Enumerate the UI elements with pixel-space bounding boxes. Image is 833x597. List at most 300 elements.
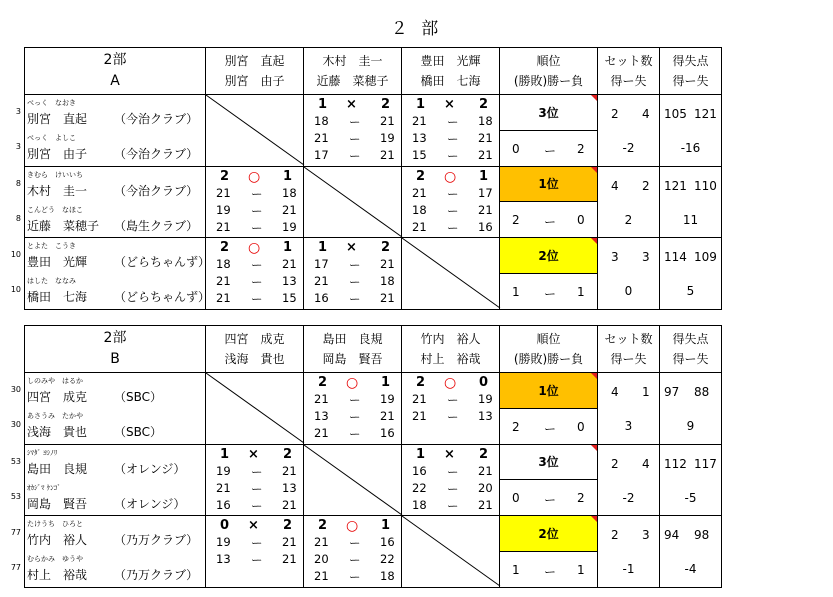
cell-text: 18 — [282, 185, 297, 200]
player-furigana: ｼﾏﾀﾞ ﾖｼﾉﾘ — [27, 448, 58, 457]
cell-text: 16 — [314, 291, 329, 306]
result-mark: × — [346, 97, 357, 113]
cell-text: ー — [544, 421, 557, 436]
cell-text: 13 — [282, 480, 297, 495]
header-sets — [598, 326, 660, 373]
group-name-cell — [25, 48, 206, 95]
cell-text: 19 — [380, 392, 395, 407]
cell-text: 4 — [642, 107, 650, 121]
set-score: 22 ー 20 — [412, 480, 493, 496]
cell-text: 2 — [318, 518, 328, 534]
result-mark: ○ — [248, 168, 261, 185]
player-furigana: たけうち ひろと — [27, 520, 83, 528]
cell-text: 17 — [314, 148, 329, 163]
cell-text: 110 — [694, 178, 717, 193]
cell-text: 18 — [216, 257, 231, 272]
cell-text: 21 — [282, 257, 297, 272]
cell-text: -1 — [622, 562, 635, 577]
cell-text: 1 — [318, 240, 328, 256]
self-cell — [304, 166, 402, 238]
cell-text: 2 — [381, 97, 391, 113]
player-club: （どらちゃんず） — [114, 255, 211, 269]
cell-text: 2 — [416, 375, 426, 391]
cell-text: 1 — [381, 518, 391, 534]
cell-text: 21 — [412, 219, 427, 234]
sets-cell — [598, 166, 660, 202]
cell-text: 0 — [624, 284, 633, 299]
cell-text: ー — [544, 143, 557, 158]
set-diff-cell — [598, 202, 660, 238]
point-diff-cell — [660, 551, 722, 587]
result-mark: ○ — [346, 375, 359, 392]
cell-text: 18 — [412, 497, 427, 512]
set-score: 18 ー 21 — [216, 257, 297, 273]
win-loss-cell — [500, 273, 598, 309]
cell-text: 1 — [416, 446, 426, 462]
match-cell — [304, 95, 402, 167]
rank-label: 3位 — [538, 105, 559, 120]
header-points — [660, 326, 722, 373]
seed-number: 3 — [15, 107, 21, 116]
cell-text: 0 — [577, 213, 585, 227]
point-diff-cell — [660, 273, 722, 309]
comment-flag-icon — [591, 95, 597, 101]
team-cell — [15, 95, 206, 131]
cell-text: 2 — [318, 375, 328, 391]
sets-cell — [598, 516, 660, 552]
set-score: 21 ー 13 — [216, 480, 297, 496]
cell-text: 21 — [282, 202, 297, 217]
team-cell — [10, 273, 211, 309]
cell-text: 1 — [283, 240, 293, 256]
cell-text: 2 — [512, 213, 520, 227]
cell-text: 18 — [380, 569, 395, 584]
player-furigana: こんどう なほこ — [27, 205, 83, 214]
cell-text: 18 — [314, 114, 329, 129]
header-player-1: 別宮 直起 — [224, 54, 285, 68]
points-cell — [660, 166, 722, 202]
cell-text: 1 — [512, 562, 520, 577]
header-player-1: 島田 良規 — [322, 332, 383, 346]
player-furigana: べっく なおき — [27, 99, 76, 107]
cell-text: 得ー失 — [610, 74, 647, 88]
cell-text: -2 — [622, 490, 635, 505]
cell-text: 21 — [282, 497, 297, 512]
cell-text: 1 — [220, 446, 230, 462]
match-cell — [402, 444, 500, 516]
team-cell — [10, 373, 206, 409]
set-score: 13 ー 21 — [216, 552, 297, 568]
set-diff-cell — [598, 408, 660, 444]
match-result — [206, 447, 303, 464]
cell-text: 21 — [380, 148, 395, 163]
cell-text: 18 — [412, 202, 427, 217]
cell-text: 得失点 — [672, 332, 709, 346]
cell-text: 順位 — [536, 54, 561, 68]
set-diff-cell — [598, 480, 660, 516]
match-result — [402, 447, 499, 464]
result-mark: ○ — [444, 168, 457, 185]
header-player-1: 四宮 成克 — [224, 332, 285, 346]
point-diff-cell — [660, 408, 722, 444]
cell-text: 4 — [642, 456, 650, 471]
set-diff-cell — [598, 273, 660, 309]
player-name: 四宮 成克 — [27, 390, 88, 404]
team-cell — [10, 480, 206, 516]
match-cell — [206, 444, 304, 516]
cell-text: -2 — [622, 141, 635, 156]
cell-text: 2 — [611, 107, 619, 121]
set-diff-cell — [598, 551, 660, 587]
points-cell — [660, 95, 722, 131]
player-name: 村上 裕哉 — [27, 568, 88, 583]
rank-label: 3位 — [538, 455, 559, 470]
match-result — [304, 518, 401, 535]
point-diff-cell — [660, 480, 722, 516]
cell-text: 18 — [478, 114, 493, 129]
page-title: ２ 部 — [390, 19, 443, 39]
seed-number: 30 — [10, 420, 21, 430]
seed-number: 53 — [10, 491, 21, 501]
player-club: （今治クラブ） — [114, 183, 199, 198]
points-cell — [660, 373, 722, 409]
cell-text: 得ー失 — [672, 74, 709, 88]
team-cell — [10, 238, 211, 274]
set-score: 21 ー 16 — [314, 426, 395, 442]
cell-text: 1 — [577, 562, 585, 577]
rank-label: 2位 — [538, 526, 559, 541]
cell-text: 3 — [624, 419, 633, 434]
sets-cell — [598, 95, 660, 131]
player-name: 豊田 光輝 — [27, 255, 88, 269]
cell-text: 1 — [512, 284, 520, 299]
player-club: （どらちゃんず） — [114, 290, 211, 305]
team-cell — [10, 408, 206, 444]
cell-text: 2 — [512, 419, 520, 434]
set-diff-cell — [598, 130, 660, 166]
self-cell — [206, 95, 304, 167]
comment-flag-icon — [591, 445, 597, 451]
match-cell — [304, 373, 402, 445]
header-player-1: 木村 圭一 — [322, 54, 383, 68]
group-letter: A — [110, 73, 120, 89]
rank-label: 1位 — [538, 177, 559, 192]
cell-text: 16 — [478, 219, 493, 234]
cell-text: 97 — [664, 385, 680, 399]
match-result — [304, 240, 401, 257]
set-score: 19 ー 21 — [216, 202, 297, 218]
set-score: 18 ー 21 — [314, 114, 395, 130]
points-cell — [660, 238, 722, 274]
cell-text: 21 — [478, 148, 493, 163]
player-name: 浅海 貴也 — [27, 425, 88, 440]
cell-text: 2 — [642, 178, 650, 193]
cell-text: 19 — [380, 131, 395, 146]
set-score: 21 ー 19 — [314, 392, 395, 408]
cell-text: 21 — [478, 497, 493, 512]
cell-text: 19 — [478, 392, 493, 407]
set-score: 18 ー 21 — [412, 497, 493, 513]
points-cell — [660, 516, 722, 552]
group-letter: B — [110, 351, 120, 367]
rank-cell — [500, 238, 598, 274]
cell-text: 21 — [380, 257, 395, 272]
diagonal-line — [402, 516, 500, 586]
team-cell — [15, 202, 206, 238]
player-club: （SBC） — [114, 390, 163, 404]
cell-text: 17 — [314, 257, 329, 272]
set-score: 17 ー 21 — [314, 148, 395, 164]
set-score: 21 ー 18 — [314, 274, 395, 290]
cell-text: 13 — [216, 552, 231, 567]
cell-text: 0 — [577, 419, 585, 434]
set-score: 19 ー 21 — [216, 535, 297, 551]
set-score: 17 ー 21 — [314, 257, 395, 273]
rank-cell — [500, 95, 598, 131]
set-score: 21 ー 18 — [216, 185, 297, 201]
sets-cell — [598, 238, 660, 274]
cell-text: -4 — [684, 562, 697, 577]
player-club: （今治クラブ） — [114, 112, 199, 126]
set-score: 21 ー 19 — [216, 219, 297, 235]
player-club: （SBC） — [114, 425, 163, 440]
self-cell — [402, 238, 500, 310]
cell-text: ー — [544, 493, 557, 507]
player-furigana: とよた こうき — [27, 242, 76, 250]
header-player-1: 豊田 光輝 — [420, 54, 481, 68]
cell-text: 21 — [216, 480, 231, 495]
player-furigana: しのみや はるか — [27, 377, 83, 385]
sets-cell — [598, 373, 660, 409]
cell-text: 21 — [314, 535, 329, 550]
win-loss-cell — [500, 408, 598, 444]
match-cell — [402, 95, 500, 167]
player-name: 島田 良規 — [27, 461, 88, 476]
point-diff-cell — [660, 202, 722, 238]
cell-text: (勝敗)勝ー負 — [513, 352, 584, 366]
match-cell — [402, 373, 500, 445]
cell-text: 21 — [478, 202, 493, 217]
comment-flag-icon — [591, 516, 597, 522]
result-mark: × — [444, 446, 455, 462]
cell-text: 0 — [220, 518, 230, 534]
cell-text: 21 — [380, 291, 395, 306]
set-score: 21 ー 18 — [314, 569, 395, 585]
cell-text: 114 — [664, 250, 687, 264]
match-cell — [402, 166, 500, 238]
cell-text: 21 — [478, 131, 493, 146]
group-name-cell — [25, 326, 206, 373]
cell-text: 21 — [282, 463, 297, 478]
player-name: 別宮 直起 — [27, 112, 88, 126]
set-score: 18 ー 21 — [412, 202, 493, 218]
cell-text: 2 — [220, 168, 230, 184]
header-player-2: 別宮 由子 — [224, 74, 285, 88]
set-score: 21 ー 16 — [412, 219, 493, 235]
seed-number: 8 — [15, 213, 21, 223]
cell-text: 19 — [282, 219, 297, 234]
header-team-3 — [402, 326, 500, 373]
match-result — [402, 169, 499, 186]
diagonal-line — [206, 373, 304, 443]
cell-text: 109 — [694, 250, 717, 264]
cell-text: 21 — [314, 569, 329, 584]
result-mark: × — [248, 518, 259, 534]
rank-cell — [500, 373, 598, 409]
cell-text: 121 — [664, 178, 687, 193]
header-team-2 — [304, 48, 402, 95]
header-team-2 — [304, 326, 402, 373]
cell-text: 21 — [412, 185, 427, 200]
cell-text: 2 — [577, 141, 585, 156]
points-cell — [660, 444, 722, 480]
cell-text: 0 — [512, 491, 520, 505]
set-score: 21 ー 13 — [412, 409, 493, 425]
point-diff-cell — [660, 130, 722, 166]
cell-text: 21 — [314, 274, 329, 289]
group-name: 2部 — [103, 330, 127, 346]
cell-text: 5 — [686, 284, 695, 299]
cell-text: 2 — [611, 456, 619, 471]
cell-text: 4 — [611, 385, 619, 399]
rank-cell — [500, 166, 598, 202]
seed-number: 3 — [15, 142, 21, 152]
header-points — [660, 48, 722, 95]
cell-text: 3 — [642, 528, 650, 542]
result-mark: ○ — [248, 240, 261, 257]
player-name: 橋田 七海 — [27, 290, 88, 305]
rank-cell — [500, 516, 598, 552]
cell-text: 22 — [380, 552, 395, 567]
cell-text: 1 — [381, 375, 391, 391]
cell-text: 88 — [694, 385, 710, 399]
set-score: 20 ー 22 — [314, 552, 395, 568]
diagonal-line — [304, 445, 402, 515]
match-cell — [206, 238, 304, 310]
player-furigana: あさうみ たかや — [27, 412, 83, 421]
cell-text: 22 — [412, 480, 427, 495]
player-club: （島生クラブ） — [114, 218, 199, 233]
cell-text: 11 — [682, 212, 699, 227]
set-score: 13 ー 21 — [412, 131, 493, 147]
cell-text: 13 — [478, 409, 493, 424]
player-furigana: きむら けいいち — [27, 170, 83, 179]
cell-text: 21 — [380, 114, 395, 129]
cell-text: 15 — [282, 291, 297, 306]
rank-label: 1位 — [538, 383, 559, 398]
cell-text: 2 — [479, 97, 489, 113]
group-table-a — [10, 47, 722, 310]
cell-text: 1 — [283, 168, 293, 184]
seed-number: 10 — [10, 285, 21, 295]
cell-text: セット数 — [604, 54, 653, 68]
set-score: 19 ー 21 — [216, 463, 297, 479]
cell-text: 得ー失 — [610, 352, 647, 366]
cell-text: 得ー失 — [672, 352, 709, 366]
set-score: 16 ー 21 — [412, 463, 493, 479]
cell-text: 15 — [412, 148, 427, 163]
match-cell — [206, 166, 304, 238]
cell-text: 2 — [381, 240, 391, 256]
cell-text: 21 — [282, 535, 297, 550]
team-cell — [10, 444, 206, 480]
header-player-2: 浅海 貴也 — [224, 352, 285, 366]
comment-flag-icon — [591, 167, 597, 173]
set-score: 16 ー 21 — [314, 291, 395, 307]
cell-text: 121 — [694, 107, 717, 121]
match-result — [206, 169, 303, 186]
cell-text: 16 — [380, 426, 395, 441]
match-cell — [206, 516, 304, 588]
match-result — [304, 375, 401, 392]
player-furigana: むらかみ ゆうや — [27, 555, 83, 564]
cell-text: 21 — [412, 392, 427, 407]
cell-text: 4 — [611, 178, 619, 193]
cell-text: 1 — [577, 284, 585, 299]
comment-flag-icon — [591, 373, 597, 379]
header-rank — [500, 326, 598, 373]
diagonal-line — [304, 167, 402, 237]
cell-text: (勝敗)勝ー負 — [513, 74, 584, 88]
set-score: 21 ー 15 — [216, 291, 297, 307]
set-score: 21 ー 17 — [412, 185, 493, 201]
cell-text: セット数 — [604, 332, 653, 346]
header-player-1: 竹内 裕人 — [420, 332, 481, 346]
set-score: 21 ー 19 — [314, 131, 395, 147]
cell-text: 21 — [412, 409, 427, 424]
seed-number: 77 — [10, 563, 21, 573]
cell-text: 21 — [216, 291, 231, 306]
match-result — [206, 240, 303, 257]
player-name: 竹内 裕人 — [27, 533, 88, 547]
cell-text: 117 — [694, 456, 717, 471]
player-name: 別宮 由子 — [27, 147, 88, 162]
match-result — [402, 97, 499, 114]
cell-text: 16 — [412, 463, 427, 478]
header-player-2: 橋田 七海 — [420, 74, 481, 88]
cell-text: 21 — [314, 426, 329, 441]
cell-text: 16 — [216, 497, 231, 512]
match-result — [304, 97, 401, 114]
cell-text: 94 — [664, 528, 680, 542]
player-name: 近藤 菜穂子 — [27, 218, 100, 233]
cell-text: 19 — [216, 535, 231, 550]
cell-text: 2 — [577, 491, 585, 505]
cell-text: 20 — [478, 480, 493, 495]
result-mark: ○ — [346, 518, 359, 535]
player-club: （オレンジ） — [114, 461, 186, 476]
set-score: 15 ー 21 — [412, 148, 493, 164]
set-score: 13 ー 21 — [314, 409, 395, 425]
header-team-1 — [206, 326, 304, 373]
result-mark: × — [444, 97, 455, 113]
cell-text: 1 — [642, 385, 650, 399]
set-score: 16 ー 21 — [216, 497, 297, 513]
comment-flag-icon — [591, 238, 597, 244]
player-name: 岡島 賢吾 — [27, 496, 88, 511]
cell-text: 18 — [380, 274, 395, 289]
win-loss-cell — [500, 551, 598, 587]
cell-text: 3 — [642, 250, 650, 264]
seed-number: 10 — [10, 250, 21, 259]
seed-number: 30 — [10, 385, 21, 394]
cell-text: ー — [544, 286, 557, 301]
player-club: （乃万クラブ） — [114, 568, 199, 583]
header-team-1 — [206, 48, 304, 95]
header-player-2: 近藤 菜穂子 — [316, 74, 389, 88]
win-loss-cell — [500, 202, 598, 238]
cell-text: 112 — [664, 456, 687, 471]
